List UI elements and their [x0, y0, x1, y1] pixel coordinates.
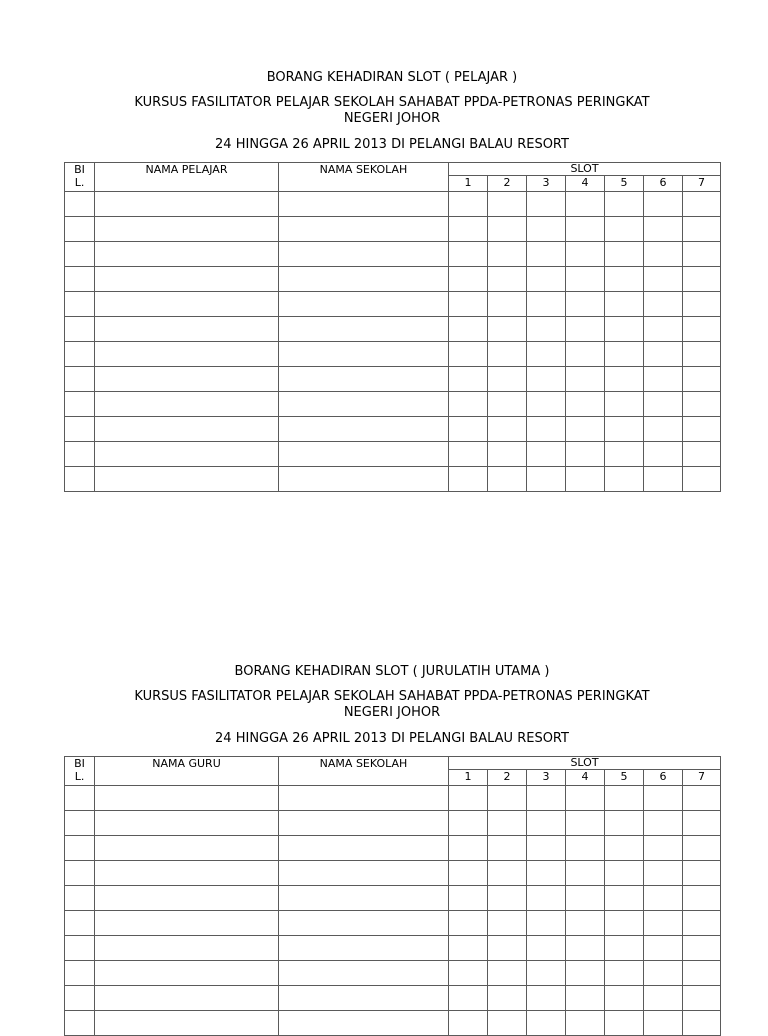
form-title-jurulatih: BORANG KEHADIRAN SLOT ( JURULATIH UTAMA )	[234, 664, 550, 679]
name-cell[interactable]	[95, 217, 279, 242]
course-title-pelajar	[64, 95, 720, 127]
school-cell[interactable]	[279, 317, 449, 342]
slot-cell[interactable]	[527, 417, 566, 442]
slot-cell[interactable]	[566, 911, 605, 936]
slot-cell[interactable]	[605, 467, 644, 492]
slot-number-header: 6	[644, 770, 683, 786]
slot-cell[interactable]	[566, 442, 605, 467]
name-cell[interactable]	[95, 836, 279, 861]
slot-cell[interactable]	[449, 442, 488, 467]
slot-cell[interactable]	[527, 442, 566, 467]
bil-cell[interactable]	[65, 961, 95, 986]
slot-cell[interactable]	[488, 367, 527, 392]
slot-cell[interactable]	[527, 317, 566, 342]
slot-cell[interactable]	[605, 317, 644, 342]
name-cell[interactable]	[95, 317, 279, 342]
slot-cell[interactable]	[605, 861, 644, 886]
slot-cell[interactable]	[488, 936, 527, 961]
name-cell[interactable]	[95, 367, 279, 392]
bil-cell[interactable]	[65, 342, 95, 367]
slot-cell[interactable]	[527, 861, 566, 886]
bil-cell[interactable]	[65, 292, 95, 317]
slot-cell[interactable]	[527, 886, 566, 911]
bil-cell[interactable]	[65, 886, 95, 911]
slot-cell[interactable]	[527, 217, 566, 242]
slot-cell[interactable]	[605, 836, 644, 861]
name-cell[interactable]	[95, 786, 279, 811]
header-nama-guru: NAMA GURU	[95, 757, 279, 786]
slot-cell[interactable]	[644, 267, 683, 292]
slot-cell[interactable]	[566, 467, 605, 492]
slot-number-header: 2	[488, 770, 527, 786]
bil-cell[interactable]	[65, 986, 95, 1011]
school-cell[interactable]	[279, 886, 449, 911]
slot-cell[interactable]	[605, 242, 644, 267]
school-cell[interactable]	[279, 911, 449, 936]
slot-cell[interactable]	[527, 292, 566, 317]
slot-cell[interactable]	[488, 317, 527, 342]
slot-cell[interactable]	[605, 1011, 644, 1036]
slot-cell[interactable]	[449, 1011, 488, 1036]
slot-cell[interactable]	[683, 217, 721, 242]
slot-cell[interactable]	[683, 936, 721, 961]
table-row	[65, 961, 721, 986]
attendance-table-jurulatih	[64, 756, 721, 1036]
slot-cell[interactable]	[488, 242, 527, 267]
name-cell[interactable]	[95, 886, 279, 911]
slot-cell[interactable]	[683, 417, 721, 442]
table-row	[65, 392, 721, 417]
slot-cell[interactable]	[449, 911, 488, 936]
slot-cell[interactable]	[644, 367, 683, 392]
name-cell[interactable]	[95, 417, 279, 442]
slot-cell[interactable]	[605, 292, 644, 317]
bil-cell[interactable]	[65, 467, 95, 492]
slot-cell[interactable]	[488, 961, 527, 986]
slot-cell[interactable]	[449, 342, 488, 367]
bil-cell[interactable]	[65, 936, 95, 961]
slot-cell[interactable]	[644, 936, 683, 961]
table-row	[65, 936, 721, 961]
slot-cell[interactable]	[683, 911, 721, 936]
slot-cell[interactable]	[566, 961, 605, 986]
table-row	[65, 292, 721, 317]
course-line2: NEGERI JOHOR	[343, 705, 441, 720]
slot-cell[interactable]	[683, 292, 721, 317]
slot-cell[interactable]	[644, 342, 683, 367]
slot-cell[interactable]	[527, 392, 566, 417]
table-row	[65, 986, 721, 1011]
slot-cell[interactable]	[644, 417, 683, 442]
slot-cell[interactable]	[449, 886, 488, 911]
school-cell[interactable]	[279, 417, 449, 442]
slot-cell[interactable]	[605, 986, 644, 1011]
slot-cell[interactable]	[566, 1011, 605, 1036]
table-row	[65, 911, 721, 936]
header-slot: SLOT	[449, 163, 721, 176]
bil-cell[interactable]	[65, 836, 95, 861]
name-cell[interactable]	[95, 1011, 279, 1036]
course-date-jurulatih: 24 HINGGA 26 APRIL 2013 DI PELANGI BALAU RESORT	[215, 731, 569, 746]
slot-cell[interactable]	[605, 217, 644, 242]
slot-cell[interactable]	[683, 811, 721, 836]
slot-cell[interactable]	[527, 192, 566, 217]
table-row	[65, 836, 721, 861]
slot-cell[interactable]	[644, 886, 683, 911]
slot-cell[interactable]	[683, 786, 721, 811]
slot-cell[interactable]	[449, 467, 488, 492]
slot-cell[interactable]	[488, 192, 527, 217]
slot-cell[interactable]	[527, 911, 566, 936]
school-cell[interactable]	[279, 786, 449, 811]
slot-cell[interactable]	[488, 342, 527, 367]
slot-cell[interactable]	[683, 467, 721, 492]
slot-cell[interactable]	[488, 1011, 527, 1036]
slot-number-header: 4	[566, 770, 605, 786]
slot-cell[interactable]	[488, 986, 527, 1011]
header-bil: BI L.	[65, 163, 95, 192]
slot-cell[interactable]	[488, 292, 527, 317]
slot-cell[interactable]	[449, 217, 488, 242]
slot-cell[interactable]	[605, 442, 644, 467]
slot-number-header: 5	[605, 770, 644, 786]
slot-cell[interactable]	[449, 367, 488, 392]
bil-cell[interactable]	[65, 267, 95, 292]
slot-cell[interactable]	[644, 467, 683, 492]
slot-cell[interactable]	[644, 292, 683, 317]
slot-cell[interactable]	[644, 442, 683, 467]
slot-cell[interactable]	[488, 886, 527, 911]
slot-cell[interactable]	[683, 367, 721, 392]
slot-cell[interactable]	[449, 417, 488, 442]
slot-cell[interactable]	[644, 961, 683, 986]
school-cell[interactable]	[279, 392, 449, 417]
name-cell[interactable]	[95, 442, 279, 467]
name-cell[interactable]	[95, 467, 279, 492]
slot-cell[interactable]	[566, 292, 605, 317]
slot-cell[interactable]	[449, 192, 488, 217]
slot-cell[interactable]	[644, 786, 683, 811]
slot-cell[interactable]	[566, 392, 605, 417]
slot-cell[interactable]	[527, 367, 566, 392]
slot-cell[interactable]	[683, 392, 721, 417]
slot-cell[interactable]	[488, 911, 527, 936]
slot-cell[interactable]	[605, 342, 644, 367]
slot-number-header: 5	[605, 176, 644, 192]
slot-cell[interactable]	[644, 861, 683, 886]
slot-cell[interactable]	[527, 836, 566, 861]
table-row	[65, 861, 721, 886]
slot-cell[interactable]	[488, 467, 527, 492]
name-cell[interactable]	[95, 242, 279, 267]
bil-cell[interactable]	[65, 392, 95, 417]
school-cell[interactable]	[279, 1011, 449, 1036]
school-cell[interactable]	[279, 811, 449, 836]
slot-cell[interactable]	[644, 986, 683, 1011]
bil-cell[interactable]	[65, 811, 95, 836]
slot-cell[interactable]	[449, 986, 488, 1011]
name-cell[interactable]	[95, 911, 279, 936]
school-cell[interactable]	[279, 292, 449, 317]
bil-cell[interactable]	[65, 1011, 95, 1036]
bil-cell[interactable]	[65, 317, 95, 342]
slot-cell[interactable]	[644, 811, 683, 836]
course-line1: KURSUS FASILITATOR PELAJAR SEKOLAH SAHABAT PPDA-PETRONAS PERINGKAT	[134, 689, 650, 704]
name-cell[interactable]	[95, 961, 279, 986]
table-row	[65, 317, 721, 342]
slot-cell[interactable]	[566, 886, 605, 911]
slot-number-header: 1	[449, 770, 488, 786]
slot-cell[interactable]	[449, 242, 488, 267]
table-row	[65, 367, 721, 392]
slot-cell[interactable]	[683, 267, 721, 292]
slot-cell[interactable]	[449, 811, 488, 836]
slot-cell[interactable]	[683, 242, 721, 267]
table-row	[65, 886, 721, 911]
header-nama-pelajar: NAMA PELAJAR	[95, 163, 279, 192]
school-cell[interactable]	[279, 986, 449, 1011]
course-date-pelajar: 24 HINGGA 26 APRIL 2013 DI PELANGI BALAU RESORT	[215, 137, 569, 152]
table-row	[65, 442, 721, 467]
slot-cell[interactable]	[683, 342, 721, 367]
name-cell[interactable]	[95, 861, 279, 886]
school-cell[interactable]	[279, 367, 449, 392]
bil-cell[interactable]	[65, 242, 95, 267]
slot-cell[interactable]	[449, 861, 488, 886]
slot-number-header: 3	[527, 176, 566, 192]
slot-cell[interactable]	[527, 811, 566, 836]
slot-cell[interactable]	[605, 886, 644, 911]
slot-number-header: 3	[527, 770, 566, 786]
school-cell[interactable]	[279, 217, 449, 242]
slot-cell[interactable]	[605, 192, 644, 217]
slot-cell[interactable]	[566, 861, 605, 886]
slot-cell[interactable]	[566, 217, 605, 242]
slot-number-header: 6	[644, 176, 683, 192]
slot-cell[interactable]	[488, 861, 527, 886]
bil-cell[interactable]	[65, 861, 95, 886]
slot-cell[interactable]	[683, 192, 721, 217]
bil-cell[interactable]	[65, 192, 95, 217]
bil-cell[interactable]	[65, 442, 95, 467]
bil-cell[interactable]	[65, 417, 95, 442]
table-row	[65, 467, 721, 492]
slot-cell[interactable]	[683, 1011, 721, 1036]
slot-cell[interactable]	[527, 961, 566, 986]
table-row	[65, 217, 721, 242]
slot-cell[interactable]	[644, 317, 683, 342]
slot-cell[interactable]	[488, 267, 527, 292]
slot-cell[interactable]	[527, 342, 566, 367]
slot-cell[interactable]	[605, 367, 644, 392]
slot-cell[interactable]	[488, 217, 527, 242]
slot-cell[interactable]	[527, 986, 566, 1011]
table-row	[65, 342, 721, 367]
slot-cell[interactable]	[566, 342, 605, 367]
name-cell[interactable]	[95, 986, 279, 1011]
slot-cell[interactable]	[566, 786, 605, 811]
school-cell[interactable]	[279, 192, 449, 217]
slot-number-header: 2	[488, 176, 527, 192]
slot-cell[interactable]	[449, 267, 488, 292]
slot-cell[interactable]	[449, 392, 488, 417]
table-row	[65, 811, 721, 836]
course-line2: NEGERI JOHOR	[343, 111, 441, 126]
slot-cell[interactable]	[644, 217, 683, 242]
header-bil: BI L.	[65, 757, 95, 786]
header-slot: SLOT	[449, 757, 721, 770]
slot-cell[interactable]	[566, 836, 605, 861]
slot-cell[interactable]	[488, 392, 527, 417]
header-nama-sekolah: NAMA SEKOLAH	[279, 757, 449, 786]
bil-cell[interactable]	[65, 786, 95, 811]
slot-cell[interactable]	[644, 911, 683, 936]
slot-cell[interactable]	[644, 836, 683, 861]
table-row	[65, 192, 721, 217]
bil-cell[interactable]	[65, 217, 95, 242]
table-row	[65, 267, 721, 292]
slot-cell[interactable]	[527, 267, 566, 292]
attendance-table-pelajar	[64, 162, 721, 492]
course-line1: KURSUS FASILITATOR PELAJAR SEKOLAH SAHABAT PPDA-PETRONAS PERINGKAT	[134, 95, 650, 110]
bil-cell[interactable]	[65, 367, 95, 392]
table-row	[65, 417, 721, 442]
slot-cell[interactable]	[449, 786, 488, 811]
slot-cell[interactable]	[488, 442, 527, 467]
school-cell[interactable]	[279, 936, 449, 961]
slot-cell[interactable]	[449, 317, 488, 342]
school-cell[interactable]	[279, 467, 449, 492]
school-cell[interactable]	[279, 342, 449, 367]
slot-cell[interactable]	[449, 961, 488, 986]
slot-cell[interactable]	[605, 911, 644, 936]
table-row	[65, 242, 721, 267]
name-cell[interactable]	[95, 811, 279, 836]
name-cell[interactable]	[95, 342, 279, 367]
slot-cell[interactable]	[644, 392, 683, 417]
table-row	[65, 1011, 721, 1036]
school-cell[interactable]	[279, 836, 449, 861]
form-title-pelajar: BORANG KEHADIRAN SLOT ( PELAJAR )	[266, 70, 518, 85]
slot-cell[interactable]	[605, 786, 644, 811]
name-cell[interactable]	[95, 936, 279, 961]
slot-cell[interactable]	[566, 317, 605, 342]
slot-cell[interactable]	[449, 292, 488, 317]
header-nama-sekolah: NAMA SEKOLAH	[279, 163, 449, 192]
slot-cell[interactable]	[488, 786, 527, 811]
course-title-jurulatih	[64, 689, 720, 721]
school-cell[interactable]	[279, 442, 449, 467]
slot-cell[interactable]	[566, 192, 605, 217]
slot-cell[interactable]	[683, 836, 721, 861]
slot-cell[interactable]	[605, 417, 644, 442]
school-cell[interactable]	[279, 267, 449, 292]
school-cell[interactable]	[279, 861, 449, 886]
slot-cell[interactable]	[488, 811, 527, 836]
slot-cell[interactable]	[605, 936, 644, 961]
slot-cell[interactable]	[605, 961, 644, 986]
slot-cell[interactable]	[683, 886, 721, 911]
slot-number-header: 1	[449, 176, 488, 192]
name-cell[interactable]	[95, 192, 279, 217]
slot-cell[interactable]	[527, 467, 566, 492]
slot-cell[interactable]	[683, 961, 721, 986]
slot-cell[interactable]	[605, 267, 644, 292]
slot-number-header: 7	[683, 176, 721, 192]
slot-cell[interactable]	[605, 811, 644, 836]
slot-cell[interactable]	[683, 317, 721, 342]
slot-cell[interactable]	[683, 986, 721, 1011]
slot-cell[interactable]	[605, 392, 644, 417]
slot-cell[interactable]	[566, 417, 605, 442]
table-row	[65, 786, 721, 811]
slot-cell[interactable]	[566, 367, 605, 392]
slot-cell[interactable]	[449, 836, 488, 861]
name-cell[interactable]	[95, 292, 279, 317]
slot-cell[interactable]	[527, 1011, 566, 1036]
slot-cell[interactable]	[449, 936, 488, 961]
slot-cell[interactable]	[488, 836, 527, 861]
name-cell[interactable]	[95, 392, 279, 417]
school-cell[interactable]	[279, 961, 449, 986]
slot-cell[interactable]	[683, 442, 721, 467]
name-cell[interactable]	[95, 267, 279, 292]
slot-cell[interactable]	[566, 936, 605, 961]
slot-cell[interactable]	[566, 242, 605, 267]
slot-cell[interactable]	[566, 267, 605, 292]
slot-cell[interactable]	[644, 242, 683, 267]
slot-number-header: 7	[683, 770, 721, 786]
slot-cell[interactable]	[644, 1011, 683, 1036]
slot-number-header: 4	[566, 176, 605, 192]
school-cell[interactable]	[279, 242, 449, 267]
slot-cell[interactable]	[566, 986, 605, 1011]
slot-cell[interactable]	[644, 192, 683, 217]
bil-cell[interactable]	[65, 911, 95, 936]
slot-cell[interactable]	[527, 936, 566, 961]
slot-cell[interactable]	[488, 417, 527, 442]
slot-cell[interactable]	[566, 811, 605, 836]
slot-cell[interactable]	[527, 242, 566, 267]
slot-cell[interactable]	[683, 861, 721, 886]
slot-cell[interactable]	[527, 786, 566, 811]
